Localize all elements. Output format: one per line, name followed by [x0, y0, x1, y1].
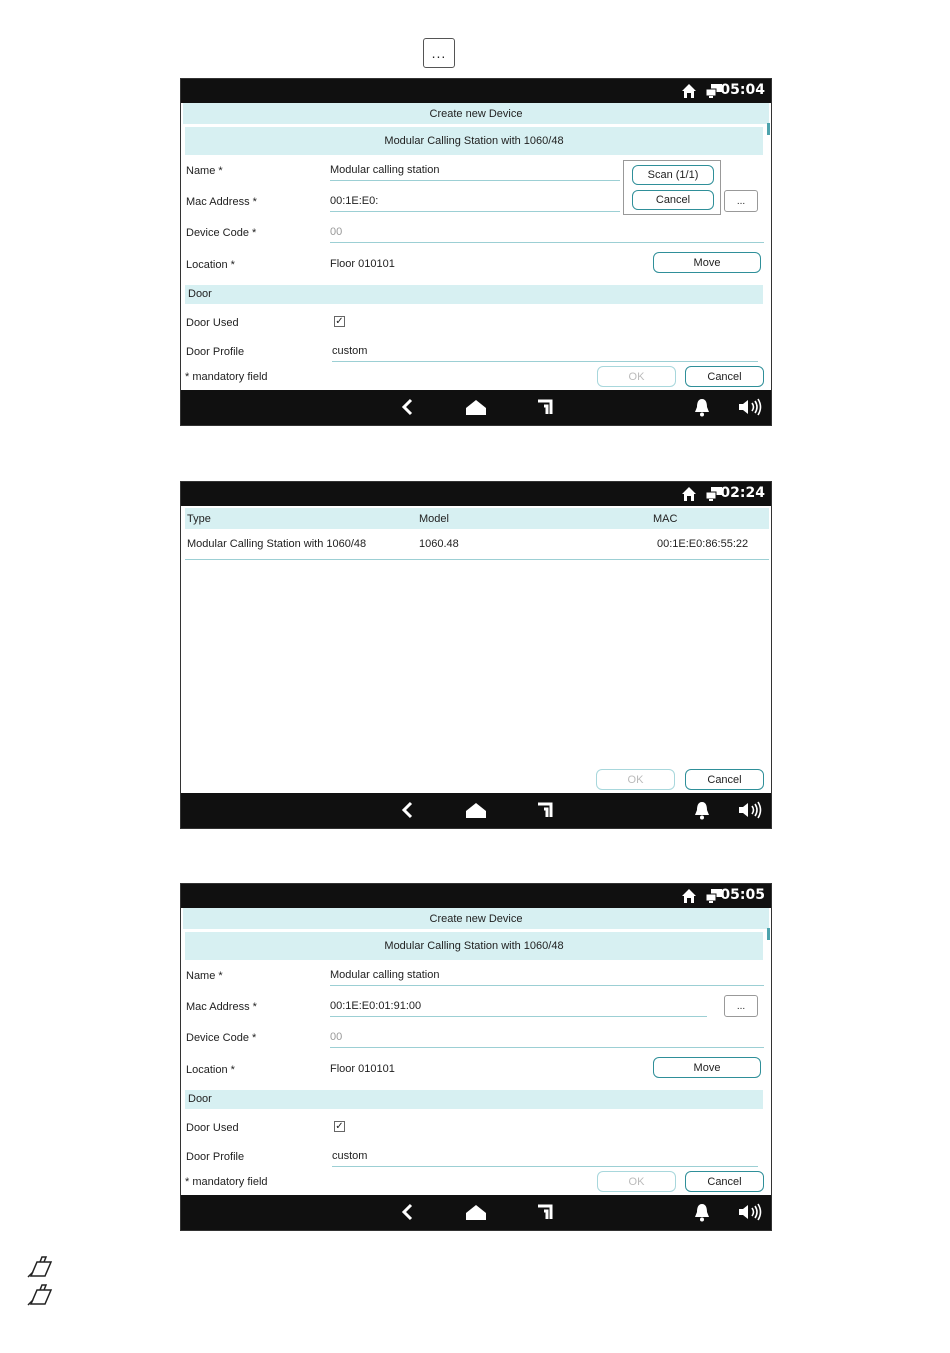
location-label: Location * [186, 1064, 235, 1076]
status-bar [181, 482, 771, 506]
more-options-button[interactable]: ... [423, 38, 455, 68]
mac-address-field[interactable]: 00:1E:E0: [330, 190, 620, 212]
home-icon [681, 888, 697, 904]
device-type-header: Modular Calling Station with 1060/48 [185, 127, 763, 155]
door-used-label: Door Used [186, 317, 239, 329]
device-code-row [185, 1026, 763, 1050]
recent-apps-icon[interactable] [536, 801, 554, 819]
door-section-header: Door [185, 285, 763, 304]
door-used-checkbox[interactable]: ✓ [335, 316, 344, 327]
column-header-type: Type [185, 508, 417, 529]
navigation-bar [181, 1195, 771, 1230]
bell-icon[interactable] [694, 1203, 710, 1222]
screen-create-device-filled [180, 883, 772, 1231]
ok-button[interactable]: OK [597, 366, 676, 387]
clock: 05:05 [720, 887, 765, 903]
mandatory-note: * mandatory field [185, 1176, 268, 1188]
device-table [185, 508, 769, 560]
note-icon [27, 1284, 55, 1306]
back-icon[interactable] [401, 801, 415, 819]
clock: 02:24 [720, 485, 765, 501]
home-icon [681, 83, 697, 99]
column-header-model: Model [417, 508, 651, 529]
clock: 05:04 [720, 82, 765, 98]
screen-scan-results [180, 481, 772, 829]
door-profile-field[interactable]: custom [332, 340, 758, 362]
back-icon[interactable] [401, 1203, 415, 1221]
navigation-bar [181, 793, 771, 828]
home-nav-icon[interactable] [464, 801, 488, 819]
mandatory-note: * mandatory field [185, 371, 268, 383]
home-icon [681, 486, 697, 502]
mac-options-button[interactable]: ... [724, 190, 758, 212]
column-header-mac: MAC [651, 508, 769, 529]
bell-icon[interactable] [694, 801, 710, 820]
status-bar [181, 884, 771, 908]
navigation-bar [181, 390, 771, 425]
volume-icon[interactable] [738, 801, 764, 819]
cancel-button[interactable]: Cancel [685, 366, 764, 387]
popup-cancel-button[interactable]: Cancel [632, 190, 714, 210]
name-row [185, 964, 763, 988]
location-value: Floor 010101 [330, 258, 395, 270]
screen-create-device-scanning [180, 78, 772, 426]
name-field[interactable]: Modular calling station [330, 159, 620, 181]
door-used-row [185, 311, 763, 335]
recent-apps-icon[interactable] [536, 1203, 554, 1221]
page-title: Create new Device [183, 908, 769, 929]
home-nav-icon[interactable] [464, 398, 488, 416]
mac-options-button[interactable]: ... [724, 995, 758, 1017]
ok-button[interactable]: OK [596, 769, 675, 790]
ok-button[interactable]: OK [597, 1171, 676, 1192]
door-profile-row [185, 1145, 763, 1169]
name-field[interactable]: Modular calling station [330, 964, 764, 986]
device-code-label: Device Code * [186, 227, 257, 239]
mac-label: Mac Address * [186, 196, 257, 208]
scan-popup [623, 160, 721, 215]
cancel-button[interactable]: Cancel [685, 1171, 764, 1192]
door-profile-field[interactable]: custom [332, 1145, 758, 1167]
table-row[interactable] [185, 529, 769, 559]
back-icon[interactable] [401, 398, 415, 416]
volume-icon[interactable] [738, 398, 764, 416]
device-code-field[interactable]: 00 [330, 221, 764, 243]
scrollbar[interactable] [767, 928, 770, 940]
door-used-checkbox[interactable]: ✓ [335, 1121, 344, 1132]
mac-address-field[interactable]: 00:1E:E0:01:91:00 [330, 995, 707, 1017]
mac-label: Mac Address * [186, 1001, 257, 1013]
scrollbar[interactable] [767, 123, 770, 135]
door-profile-label: Door Profile [186, 1151, 245, 1163]
cell-mac: 00:1E:E0:86:55:22 [651, 529, 769, 559]
door-profile-row [185, 340, 763, 364]
status-bar [181, 79, 771, 103]
door-used-label: Door Used [186, 1122, 239, 1134]
device-code-label: Device Code * [186, 1032, 257, 1044]
page-title: Create new Device [183, 103, 769, 124]
location-value: Floor 010101 [330, 1063, 395, 1075]
scan-button[interactable]: Scan (1/1) [632, 165, 714, 185]
name-label: Name * [186, 165, 223, 177]
bell-icon[interactable] [694, 398, 710, 417]
cancel-button[interactable]: Cancel [685, 769, 764, 790]
notes [27, 1256, 55, 1312]
door-section-header: Door [185, 1090, 763, 1109]
note-icon [27, 1256, 55, 1278]
move-button[interactable]: Move [653, 252, 761, 273]
cell-model: 1060.48 [417, 529, 651, 559]
volume-icon[interactable] [738, 1203, 764, 1221]
location-label: Location * [186, 259, 235, 271]
name-label: Name * [186, 970, 223, 982]
device-code-field[interactable]: 00 [330, 1026, 764, 1048]
move-button[interactable]: Move [653, 1057, 761, 1078]
door-profile-label: Door Profile [186, 346, 245, 358]
recent-apps-icon[interactable] [536, 398, 554, 416]
cell-type: Modular Calling Station with 1060/48 [185, 529, 417, 559]
device-type-header: Modular Calling Station with 1060/48 [185, 932, 763, 960]
home-nav-icon[interactable] [464, 1203, 488, 1221]
mac-row [185, 995, 763, 1019]
door-used-row [185, 1116, 763, 1140]
device-code-row [185, 221, 763, 245]
